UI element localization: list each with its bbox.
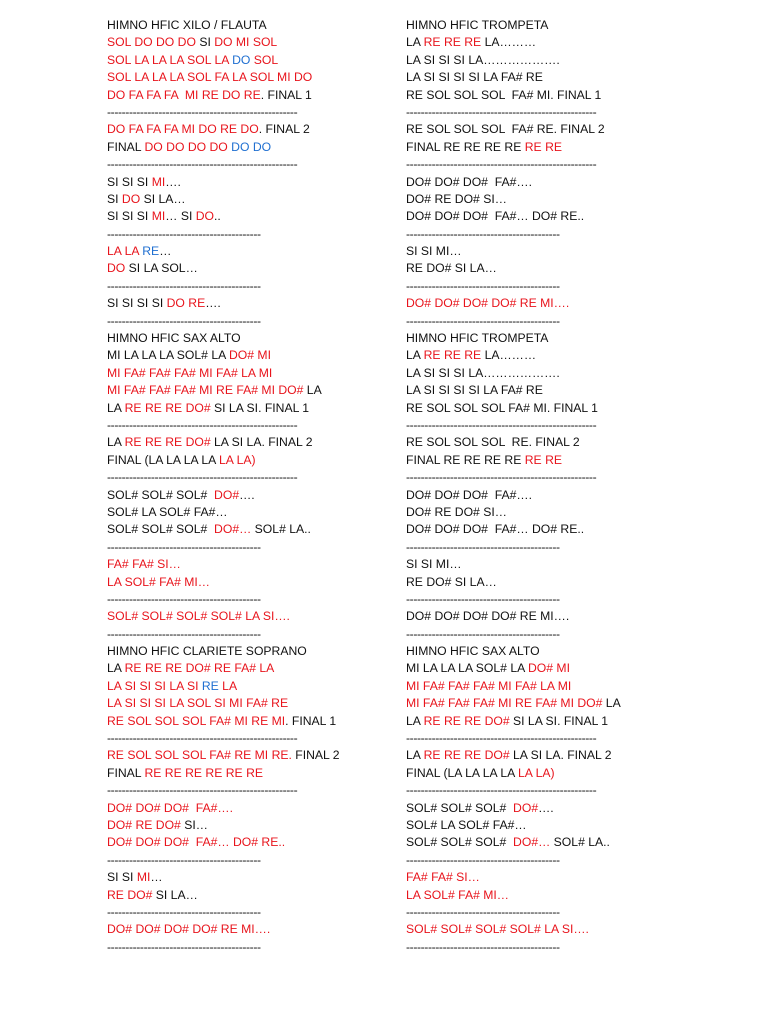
notation-line xyxy=(107,121,382,138)
notation-line xyxy=(406,887,696,904)
blue-note-text: DO xyxy=(232,52,251,67)
notation-line xyxy=(406,574,696,591)
notation-line xyxy=(107,504,382,521)
section-divider xyxy=(107,782,382,799)
divider-dashes: ---------------------------------------------------- xyxy=(107,104,298,119)
note-text: SOL# LA.. xyxy=(550,835,610,850)
notation-line xyxy=(107,800,382,817)
note-text: SI xyxy=(199,35,215,50)
section-divider xyxy=(406,469,696,486)
section-divider xyxy=(406,313,696,330)
note-text: SOL# LA SOL# FA#… xyxy=(406,817,527,832)
note-text: SI SI SI SI xyxy=(107,296,167,311)
red-note-text: MI FA# FA# FA# MI FA# LA MI xyxy=(406,678,572,693)
divider-dashes: ------------------------------------------ xyxy=(107,626,261,641)
red-note-text: MI FA# FA# FA# MI RE FA# MI DO# xyxy=(107,383,304,398)
red-note-text: LA xyxy=(218,678,238,693)
note-text: …. xyxy=(165,174,181,189)
divider-dashes: ------------------------------------------ xyxy=(406,939,560,954)
note-text: LA xyxy=(406,348,424,363)
divider-dashes: ------------------------------------------ xyxy=(107,278,261,293)
red-note-text: DO# DO# DO# FA#…. xyxy=(107,800,233,815)
notation-line xyxy=(107,191,382,208)
section-divider xyxy=(406,417,696,434)
note-text: RE SOL SOL SOL RE. FINAL 2 xyxy=(406,435,580,450)
divider-dashes: ------------------------------------------ xyxy=(406,626,560,641)
notation-line xyxy=(107,243,382,260)
notation-line xyxy=(406,643,696,660)
note-text: LA SI LA. FINAL 2 xyxy=(210,435,313,450)
note-text: SI SI MI… xyxy=(406,244,462,259)
section-divider xyxy=(406,626,696,643)
blue-note-text: RE xyxy=(142,244,160,259)
red-note-text: DO# DO# DO# DO# RE MI…. xyxy=(406,296,570,311)
note-text: SI SI xyxy=(107,870,137,885)
section-divider xyxy=(406,226,696,243)
red-note-text: FA# FA# SI… xyxy=(406,870,480,885)
blue-note-text: RE xyxy=(201,678,219,693)
divider-dashes: ------------------------------------------ xyxy=(406,591,560,606)
red-note-text: LA SI SI SI LA SOL SI MI FA# RE xyxy=(107,696,289,711)
notation-line xyxy=(406,69,696,86)
red-note-text: DO xyxy=(195,209,215,224)
red-note-text: DO MI SOL xyxy=(214,35,278,50)
divider-dashes: ---------------------------------------------------- xyxy=(107,731,298,746)
divider-dashes: ---------------------------------------------------- xyxy=(406,731,597,746)
note-text: FINAL xyxy=(107,139,145,154)
right-column xyxy=(406,17,696,956)
note-text: SI LA… xyxy=(140,191,186,206)
notation-line xyxy=(107,574,382,591)
notation-line xyxy=(107,660,382,677)
divider-dashes: ---------------------------------------------------- xyxy=(406,157,597,172)
notation-line xyxy=(406,365,696,382)
notation-line xyxy=(107,765,382,782)
section-divider xyxy=(107,156,382,173)
red-note-text: SOL LA LA LA SOL FA LA SOL MI DO xyxy=(107,70,313,85)
divider-dashes: ------------------------------------------ xyxy=(107,904,261,919)
note-text: …. xyxy=(205,296,221,311)
note-text: . FINAL 1 xyxy=(260,87,312,102)
notation-line xyxy=(406,87,696,104)
notation-line xyxy=(107,295,382,312)
red-note-text: MI FA# FA# FA# MI RE FA# MI DO# xyxy=(406,696,603,711)
notation-line xyxy=(107,174,382,191)
divider-dashes: ------------------------------------------ xyxy=(406,278,560,293)
notation-line xyxy=(406,139,696,156)
note-text: SI LA SI. FINAL 1 xyxy=(210,400,310,415)
divider-dashes: ------------------------------------------ xyxy=(406,313,560,328)
note-text: SOL# LA SOL# FA#… xyxy=(107,504,228,519)
note-text: FINAL (LA LA LA LA xyxy=(107,452,220,467)
red-note-text: DO# xyxy=(513,800,539,815)
note-text: LA SI SI SI LA………………. xyxy=(406,365,560,380)
notation-line xyxy=(107,208,382,225)
red-note-text: DO xyxy=(121,191,141,206)
note-text: RE DO# SI LA… xyxy=(406,261,497,276)
red-note-text: DO# DO# DO# FA#… DO# RE.. xyxy=(107,835,286,850)
note-text: SOL# SOL# SOL# xyxy=(107,487,215,502)
note-text: HIMNO HFIC XILO / FLAUTA xyxy=(107,18,267,32)
note-text: SI SI SI xyxy=(107,209,152,224)
notation-line xyxy=(406,208,696,225)
notation-line xyxy=(107,869,382,886)
notation-line xyxy=(107,887,382,904)
note-text: …. xyxy=(239,487,255,502)
notation-line xyxy=(107,834,382,851)
note-text: FINAL RE RE RE RE xyxy=(406,139,525,154)
section-divider xyxy=(107,626,382,643)
red-note-text: DO FA FA FA MI DO RE DO xyxy=(107,122,259,137)
notation-line xyxy=(107,382,382,399)
divider-dashes: ------------------------------------------ xyxy=(107,591,261,606)
red-note-text: RE RE RE xyxy=(423,348,482,363)
notation-line xyxy=(107,487,382,504)
note-text: LA……… xyxy=(481,348,537,363)
notation-line xyxy=(406,295,696,312)
left-column xyxy=(107,17,382,956)
notation-line xyxy=(406,34,696,51)
note-text: SI SI SI xyxy=(107,174,152,189)
notation-line xyxy=(107,713,382,730)
note-text: MI LA LA LA SOL# LA xyxy=(406,661,528,676)
red-note-text: SOL# SOL# SOL# SOL# LA SI…. xyxy=(107,609,290,624)
red-note-text: LA SI SI SI LA SI xyxy=(107,678,202,693)
red-note-text: LA SOL# FA# MI… xyxy=(406,887,509,902)
notation-line xyxy=(406,800,696,817)
notation-line xyxy=(406,347,696,364)
red-note-text: DO FA FA FA MI RE DO RE xyxy=(107,87,261,102)
note-text: DO# DO# DO# FA#…. xyxy=(406,487,532,502)
note-text: FINAL (LA LA LA LA xyxy=(406,765,519,780)
note-text: SI SI MI… xyxy=(406,557,462,572)
divider-dashes: ---------------------------------------------------- xyxy=(406,417,597,432)
note-text: RE SOL SOL SOL FA# MI. FINAL 1 xyxy=(406,400,598,415)
note-text: SOL# SOL# SOL# xyxy=(107,522,215,537)
note-text: … xyxy=(150,870,163,885)
red-note-text: DO# DO# DO# DO# RE MI…. xyxy=(107,922,271,937)
notation-line xyxy=(107,52,382,69)
divider-dashes: ---------------------------------------------------- xyxy=(406,470,597,485)
note-text: LA xyxy=(107,400,125,415)
notation-line xyxy=(107,87,382,104)
note-text: MI LA LA LA SOL# LA xyxy=(107,348,229,363)
note-text: LA xyxy=(406,35,424,50)
red-note-text: RE RE RE RE RE RE xyxy=(144,765,263,780)
notation-line xyxy=(107,921,382,938)
note-text: DO# DO# DO# FA#… DO# RE.. xyxy=(406,209,585,224)
notation-line xyxy=(107,434,382,451)
divider-dashes: ---------------------------------------------------- xyxy=(107,783,298,798)
notation-line xyxy=(406,556,696,573)
notation-line xyxy=(406,521,696,538)
red-note-text: DO# RE DO# xyxy=(107,817,181,832)
notation-line xyxy=(406,921,696,938)
red-note-text: LA SOL# FA# MI… xyxy=(107,574,210,589)
red-note-text: RE RE RE DO# xyxy=(423,748,510,763)
note-text: DO# DO# DO# FA#…. xyxy=(406,174,532,189)
red-note-text: SOL xyxy=(250,52,279,67)
notation-line xyxy=(107,260,382,277)
notation-line xyxy=(107,69,382,86)
red-note-text: DO# MI xyxy=(228,348,271,363)
note-text: LA xyxy=(406,713,424,728)
section-divider xyxy=(107,226,382,243)
note-text: LA xyxy=(107,661,125,676)
red-note-text: LA LA) xyxy=(518,765,555,780)
notation-line xyxy=(406,452,696,469)
note-text: LA SI LA. FINAL 2 xyxy=(509,748,612,763)
section-divider xyxy=(107,539,382,556)
note-text: SOL# SOL# SOL# xyxy=(406,800,514,815)
note-text: HIMNO HFIC TROMPETA xyxy=(406,331,549,346)
section-divider xyxy=(406,852,696,869)
section-divider xyxy=(107,591,382,608)
divider-dashes: ------------------------------------------ xyxy=(107,852,261,867)
divider-dashes: ------------------------------------------ xyxy=(107,539,261,554)
notation-line xyxy=(406,713,696,730)
section-divider xyxy=(107,313,382,330)
divider-dashes: ------------------------------------------ xyxy=(107,313,261,328)
note-text: LA xyxy=(406,748,424,763)
note-text: LA SI SI SI SI LA FA# RE xyxy=(406,70,543,85)
divider-dashes: ---------------------------------------------------- xyxy=(406,104,597,119)
note-text: FINAL xyxy=(107,765,145,780)
section-divider xyxy=(107,852,382,869)
section-divider xyxy=(406,904,696,921)
red-note-text: MI xyxy=(151,209,166,224)
note-text: DO# RE DO# SI… xyxy=(406,504,507,519)
note-text: HIMNO HFIC TROMPETA xyxy=(406,18,549,32)
red-note-text: RE RE xyxy=(524,452,562,467)
notation-line xyxy=(406,834,696,851)
section-divider xyxy=(406,278,696,295)
red-note-text: DO#… xyxy=(513,835,551,850)
red-note-text: SOL LA LA LA SOL LA xyxy=(107,52,233,67)
section-divider xyxy=(406,939,696,956)
section-divider xyxy=(406,539,696,556)
notation-line xyxy=(406,243,696,260)
notation-line xyxy=(406,400,696,417)
notation-line xyxy=(406,747,696,764)
note-text: LA SI SI SI SI LA FA# RE xyxy=(406,383,543,398)
section-divider xyxy=(406,104,696,121)
notation-line xyxy=(107,330,382,347)
notation-line xyxy=(406,608,696,625)
divider-dashes: ------------------------------------------ xyxy=(406,226,560,241)
section-divider xyxy=(107,939,382,956)
notation-line xyxy=(406,678,696,695)
divider-dashes: ------------------------------------------ xyxy=(406,852,560,867)
notation-line xyxy=(406,487,696,504)
red-note-text: DO xyxy=(107,261,126,276)
notation-line xyxy=(107,17,382,34)
red-note-text: RE RE RE DO# xyxy=(124,435,211,450)
notation-line xyxy=(107,695,382,712)
red-note-text: RE RE RE DO# xyxy=(423,713,510,728)
note-text: SOL# LA.. xyxy=(251,522,311,537)
notation-line xyxy=(406,260,696,277)
section-divider xyxy=(107,417,382,434)
notation-line xyxy=(107,452,382,469)
red-note-text: DO# MI xyxy=(527,661,570,676)
note-text: HIMNO HFIC SAX ALTO xyxy=(107,331,241,346)
red-note-text: RE RE xyxy=(524,139,562,154)
red-note-text: RE SOL SOL SOL FA# MI RE MI xyxy=(107,713,286,728)
divider-dashes: ---------------------------------------------------- xyxy=(107,157,298,172)
section-divider xyxy=(406,730,696,747)
note-text: RE DO# SI LA… xyxy=(406,574,497,589)
red-note-text: LA LA) xyxy=(219,452,256,467)
note-text: LA……… xyxy=(481,35,537,50)
notation-line xyxy=(107,400,382,417)
notation-line xyxy=(107,608,382,625)
section-divider xyxy=(406,782,696,799)
red-note-text: LA LA xyxy=(107,244,143,259)
blue-note-text: DO DO xyxy=(231,139,272,154)
divider-dashes: ------------------------------------------ xyxy=(406,904,560,919)
note-text: DO# DO# DO# DO# RE MI…. xyxy=(406,609,570,624)
note-text: SI xyxy=(107,191,122,206)
section-divider xyxy=(107,104,382,121)
section-divider xyxy=(107,730,382,747)
note-text: LA SI SI SI LA………………. xyxy=(406,52,560,67)
divider-dashes: ------------------------------------------ xyxy=(107,226,261,241)
note-text: FINAL 2 xyxy=(291,748,340,763)
red-note-text: SOL# SOL# SOL# SOL# LA SI…. xyxy=(406,922,589,937)
note-text: SI… xyxy=(180,817,208,832)
note-text: SOL# SOL# SOL# xyxy=(406,835,514,850)
notation-line xyxy=(406,817,696,834)
note-text: SI LA SI. FINAL 1 xyxy=(509,713,609,728)
notation-line xyxy=(406,660,696,677)
notation-line xyxy=(107,556,382,573)
note-text: … xyxy=(159,244,172,259)
section-divider xyxy=(406,591,696,608)
divider-dashes: ------------------------------------------ xyxy=(406,539,560,554)
note-text: .. xyxy=(214,209,221,224)
red-note-text: RE DO# xyxy=(107,887,153,902)
notation-line xyxy=(107,365,382,382)
notation-line xyxy=(406,330,696,347)
section-divider xyxy=(107,469,382,486)
red-note-text: MI xyxy=(136,870,151,885)
red-note-text: RE RE RE xyxy=(423,35,482,50)
red-note-text: RE RE RE DO# xyxy=(124,400,211,415)
note-text: LA xyxy=(602,696,621,711)
red-note-text: DO#… xyxy=(214,522,252,537)
notation-line xyxy=(406,434,696,451)
note-text: . FINAL 1 xyxy=(285,713,337,728)
notation-line xyxy=(107,817,382,834)
notation-line xyxy=(406,504,696,521)
red-note-text: RE SOL SOL SOL FA# RE MI RE. xyxy=(107,748,292,763)
divider-dashes: ---------------------------------------------------- xyxy=(107,470,298,485)
red-note-text: FA# FA# SI… xyxy=(107,557,181,572)
notation-line xyxy=(406,382,696,399)
red-note-text: SOL DO DO DO xyxy=(107,35,200,50)
section-divider xyxy=(406,156,696,173)
note-text: . FINAL 2 xyxy=(258,122,310,137)
note-text: LA xyxy=(107,435,125,450)
red-note-text: DO DO DO DO xyxy=(144,139,232,154)
notation-line xyxy=(406,191,696,208)
divider-dashes: ---------------------------------------------------- xyxy=(406,783,597,798)
note-text: HIMNO HFIC CLARIETE SOPRANO xyxy=(107,644,307,659)
red-note-text: MI FA# FA# FA# MI FA# LA MI xyxy=(107,365,273,380)
section-divider xyxy=(107,904,382,921)
notation-line xyxy=(107,521,382,538)
note-text: RE SOL SOL SOL FA# MI. FINAL 1 xyxy=(406,87,602,102)
note-text: SI LA… xyxy=(152,887,198,902)
note-text: LA xyxy=(303,383,322,398)
notation-line xyxy=(107,34,382,51)
note-text: DO# DO# DO# FA#… DO# RE.. xyxy=(406,522,585,537)
note-text: … SI xyxy=(165,209,196,224)
red-note-text: MI xyxy=(151,174,166,189)
red-note-text: DO RE xyxy=(166,296,206,311)
notation-line xyxy=(406,869,696,886)
note-text: HIMNO HFIC SAX ALTO xyxy=(406,644,540,659)
notation-line xyxy=(406,52,696,69)
note-text: FINAL RE RE RE RE xyxy=(406,452,525,467)
note-text: SI LA SOL… xyxy=(125,261,198,276)
notation-line xyxy=(406,765,696,782)
section-divider xyxy=(107,278,382,295)
red-note-text: RE RE RE DO# RE FA# LA xyxy=(124,661,275,676)
note-text: RE SOL SOL SOL FA# RE. FINAL 2 xyxy=(406,122,605,137)
notation-line xyxy=(107,678,382,695)
notation-line xyxy=(107,643,382,660)
red-note-text: DO# xyxy=(214,487,240,502)
notation-line xyxy=(107,347,382,364)
notation-line xyxy=(406,121,696,138)
note-text: …. xyxy=(538,800,554,815)
notation-line xyxy=(107,139,382,156)
notation-line xyxy=(406,17,696,34)
note-text: DO# RE DO# SI… xyxy=(406,191,507,206)
notation-line xyxy=(406,174,696,191)
notation-line xyxy=(406,695,696,712)
notation-line xyxy=(107,747,382,764)
divider-dashes: ------------------------------------------ xyxy=(107,939,261,954)
divider-dashes: ---------------------------------------------------- xyxy=(107,417,298,432)
